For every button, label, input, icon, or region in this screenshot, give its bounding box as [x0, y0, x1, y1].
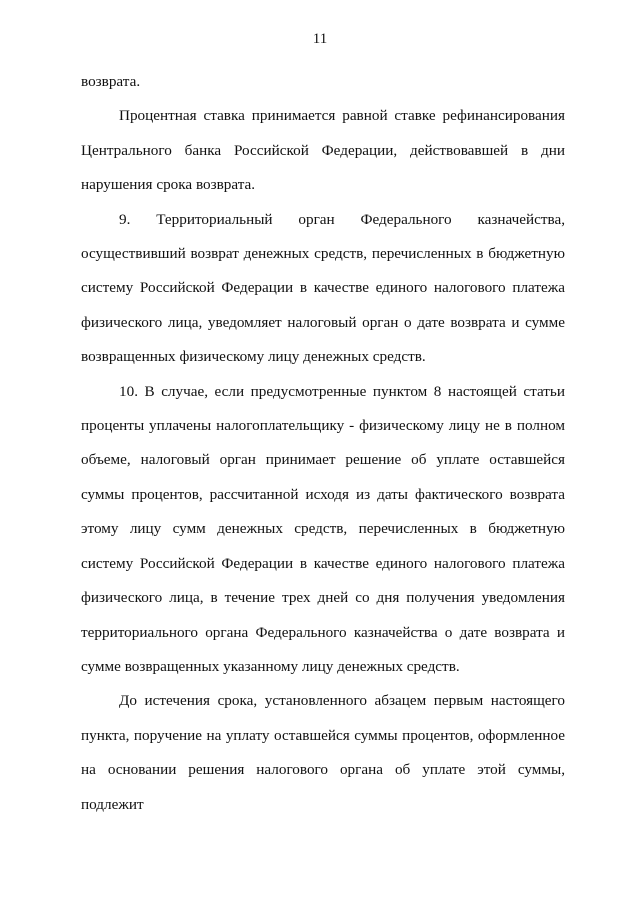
paragraph-item-9: 9. Территориальный орган Федерального казначейства, осуществивший возврат денежных средств, перечисленных в бюджетную систему Российской Федерации в качестве единого налогового платежа физического лица, уведомляет налоговый орган о дате возврата и сумме возвращенных физическому лицу денежных средств. — [81, 210, 565, 366]
paragraph-deadline: До истечения срока, установленного абзацем первым настоящего пункта, поручение на уплату оставшейся суммы процентов, оформленное на основании решения налогового органа об уплате этой суммы, подлежит — [81, 692, 565, 813]
paragraph-interest-rate: Процентная ставка принимается равной ставке рефинансирования Центрального банка Российской Федерации, действовавшей в дни нарушения срока возврата. — [81, 107, 565, 194]
paragraph-continuation: возврата. — [81, 73, 141, 90]
document-body — [81, 65, 565, 822]
page-number: 11 — [312, 31, 328, 47]
paragraph-item-10: 10. В случае, если предусмотренные пунктом 8 настоящей статьи проценты уплачены налогоплательщику - физическому лицу не в полном объеме, налоговый орган принимает решение об уплате оставшейся суммы процентов, рассчитанной исходя из даты фактического возврата этому лицу сумм денежных средств, перечисленных в бюджетную систему Российской Федерации в качестве единого налогового платежа физического лица, в течение трех дней со дня получения уведомления территориального органа Федерального казначейства о дате возврата и сумме возвращенных указанному лицу денежных средств. — [81, 382, 565, 675]
